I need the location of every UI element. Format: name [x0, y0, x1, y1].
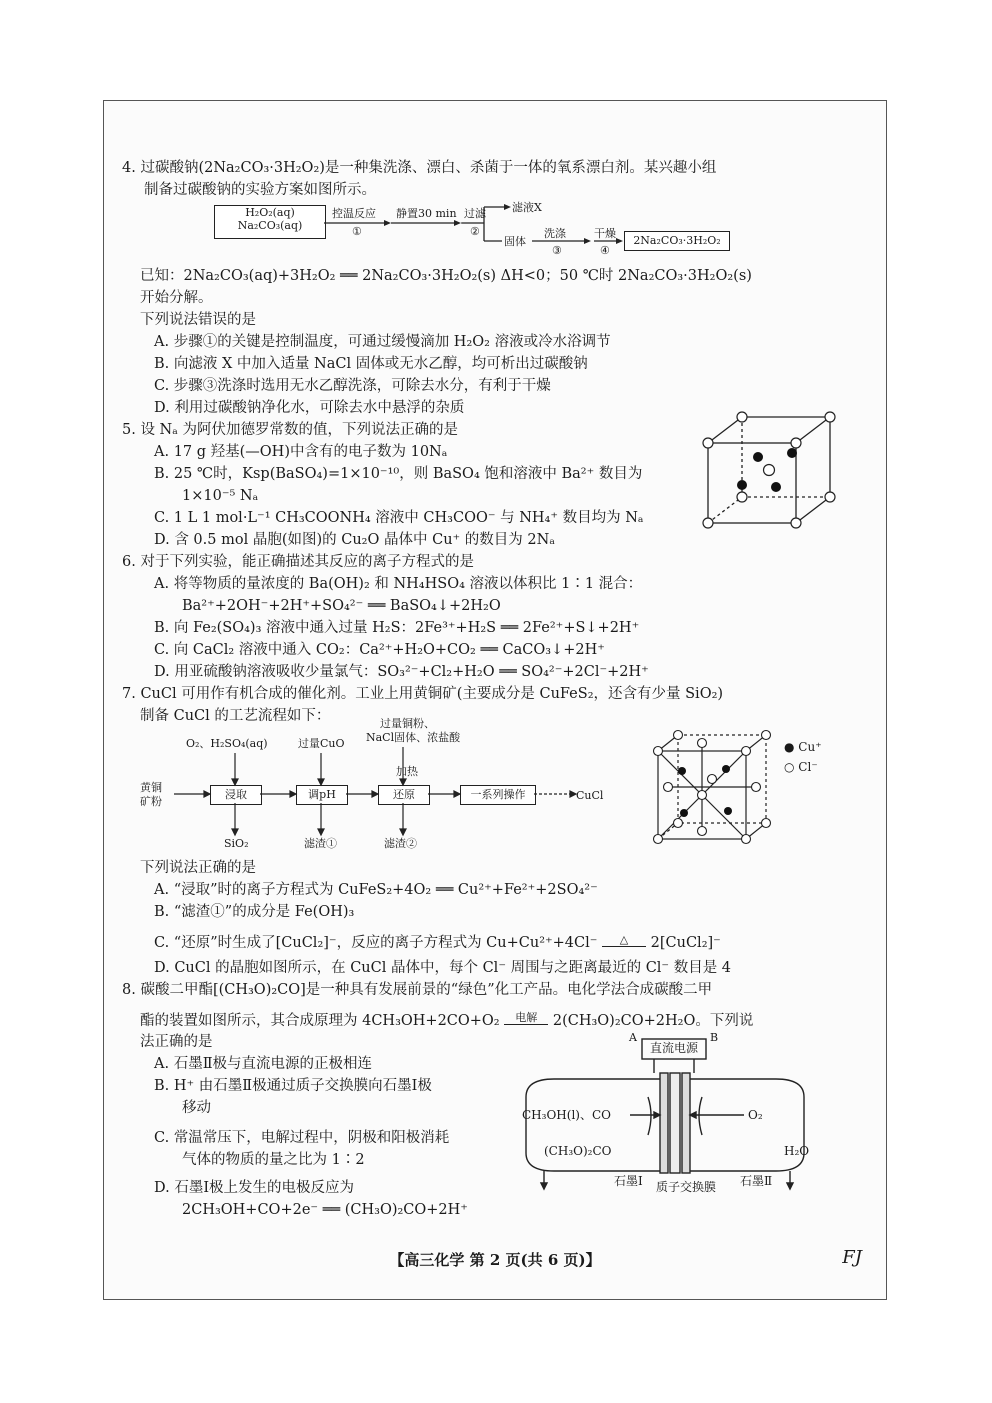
q7-raw-2: 矿粉: [140, 795, 162, 808]
cell-left-output: (CH₃O)₂CO: [544, 1144, 612, 1158]
q4-step1-num: ①: [352, 225, 362, 238]
q6-option-a-1: A. 将等物质的量浓度的 Ba(OH)₂ 和 NH₄HSO₄ 溶液以体积比 1∶1 混合：: [154, 576, 643, 592]
q4-wash-num: ③: [552, 244, 562, 257]
q8-electrolysis-arrow: [504, 1011, 548, 1025]
legend-cu: ● Cu⁺: [784, 740, 822, 754]
page-footer: 【高三化学 第 2 页(共 6 页)】: [389, 1251, 601, 1269]
q8-stem-line1: 8. 碳酸二甲酯[(CH₃O)₂CO]是一种具有发展前景的“绿色”化工产品。电化学法合成碳酸二甲: [122, 982, 713, 998]
cucl-unit-cell-diagram: [652, 729, 772, 849]
exam-page: [103, 100, 887, 1300]
q7-option-a: A. “浸取”时的离子方程式为 CuFeS₂+4O₂ ══ Cu²⁺+Fe²⁺+2SO₄²⁻: [154, 882, 598, 898]
q7-input-3a: 过量铜粉、: [380, 717, 435, 730]
q7-input-1: O₂、H₂SO₄(aq): [186, 737, 268, 750]
q8-electrolysis-label: 电解: [515, 1011, 538, 1024]
q4-step1-label: 控温反应: [332, 207, 376, 220]
q8-option-d-1: D. 石墨Ⅰ极上发生的电极反应为: [154, 1180, 355, 1196]
q8-option-d-2: 2CH₃OH+CO+2e⁻ ══ (CH₃O)₂CO+2H⁺: [182, 1202, 468, 1218]
q8-option-a: A. 石墨Ⅱ极与直流电源的正极相连: [154, 1056, 373, 1072]
q8-stem-line3: 法正确的是: [140, 1034, 213, 1050]
q7-option-c-condition: △: [619, 933, 629, 946]
q4-stem-line2: 制备过碳酸钠的实验方案如图所示。: [144, 182, 376, 198]
electrode-1-label: 石墨Ⅰ: [614, 1174, 643, 1188]
q4-step3-label: 过滤: [464, 207, 486, 220]
q8-option-b-1: B. H⁺ 由石墨Ⅱ极通过质子交换膜向石墨Ⅰ极: [154, 1078, 432, 1094]
q4-known-1: 已知：2Na₂CO₃(aq)+3H₂O₂ ══ 2Na₂CO₃·3H₂O₂(s) ΔH<0；50 ℃时 2Na₂CO₃·3H₂O₂(s): [140, 268, 752, 284]
q4-stem-line1: 4. 过碳酸钠(2Na₂CO₃·3H₂O₂)是一种集洗涤、漂白、杀菌于一体的氧系漂白剂。某兴趣小组: [122, 160, 717, 176]
q5-option-c: C. 1 L 1 mol·L⁻¹ CH₃COONH₄ 溶液中 CH₃COO⁻ 与 NH₄⁺ 数目均为 Nₐ: [154, 510, 644, 526]
q4-option-d: D. 利用过碳酸钠净化水，可除去水中悬浮的杂质: [154, 400, 465, 416]
q6-option-b: B. 向 Fe₂(SO₄)₃ 溶液中通入过量 H₂S：2Fe³⁺+H₂S ══ 2Fe²⁺+S↓+2H⁺: [154, 620, 640, 636]
q8-option-b-2: 移动: [182, 1100, 211, 1116]
q4-option-b: B. 向滤液 X 中加入适量 NaCl 固体或无水乙醇，均可析出过碳酸钠: [154, 356, 588, 372]
q4-known-2: 开始分解。: [140, 290, 213, 306]
q7-step-series: 一系列操作: [460, 785, 536, 805]
q8-stem-line2: [140, 1011, 753, 1030]
q4-step3-num: ②: [470, 225, 480, 238]
membrane-label: 质子交换膜: [656, 1180, 717, 1194]
q7-waste-1: SiO₂: [224, 837, 249, 850]
q4-solid: 固体: [504, 235, 526, 248]
q4-reagent-1: H₂O₂(aq): [245, 206, 295, 219]
q7-option-c: [154, 933, 721, 952]
dc-power-label: 直流电源: [649, 1041, 698, 1055]
terminal-a: A: [629, 1031, 637, 1044]
q6-option-c: C. 向 CaCl₂ 溶液中通入 CO₂：Ca²⁺+H₂O+CO₂ ══ CaCO₃↓+2H⁺: [154, 642, 605, 658]
cell-left-input: CH₃OH(l)、CO: [522, 1108, 611, 1122]
q7-option-c-pre: C. “还原”时生成了[CuCl₂]⁻，反应的离子方程式为 Cu+Cu²⁺+4Cl⁻: [154, 935, 598, 951]
q5-option-b-1: B. 25 ℃时，Ksp(BaSO₄)=1×10⁻¹⁰，则 BaSO₄ 饱和溶液中 Ba²⁺ 数目为: [154, 466, 643, 482]
q4-wash-label: 洗涤: [544, 227, 566, 240]
q6-option-a-2: Ba²⁺+2OH⁻+2H⁺+SO₄²⁻ ══ BaSO₄↓+2H₂O: [182, 598, 501, 614]
q5-option-b-2: 1×10⁻⁵ Nₐ: [182, 488, 259, 504]
q7-option-c-post: 2[CuCl₂]⁻: [650, 935, 721, 951]
q7-output: CuCl: [576, 789, 604, 802]
q7-waste-3: 滤渣②: [384, 837, 417, 850]
q7-option-c-arrow: [602, 933, 646, 947]
q6-stem: 6. 对于下列实验，能正确描述其反应的离子方程式的是: [122, 554, 474, 570]
electrode-2-label: 石墨Ⅱ: [740, 1174, 773, 1188]
q8-stem-line2-pre: 酯的装置如图所示，其合成原理为 4CH₃OH+2CO+O₂: [140, 1013, 500, 1029]
q7-step-ph: 调pH: [296, 785, 348, 805]
q7-step-leach: 浸取: [210, 785, 262, 805]
q7-stem-line1: 7. CuCl 可用作有机合成的催化剂。工业上用黄铜矿(主要成分是 CuFeS₂，还含有少量 SiO₂): [122, 686, 724, 702]
q4-product-box: 2Na₂CO₃·3H₂O₂: [624, 231, 730, 251]
q6-option-d: D. 用亚硫酸钠溶液吸收少量氯气：SO₃²⁻+Cl₂+H₂O ══ SO₄²⁻+2Cl⁻+2H⁺: [154, 664, 649, 680]
q7-waste-2: 滤渣①: [304, 837, 337, 850]
q4-step2-label: 静置30 min: [396, 207, 457, 220]
q7-raw-1: 黄铜: [140, 781, 162, 794]
q7-option-b: B. “滤渣①”的成分是 Fe(OH)₃: [154, 904, 355, 920]
legend-cu-label: Cu⁺: [798, 740, 822, 754]
q7-option-d: D. CuCl 的晶胞如图所示，在 CuCl 晶体中，每个 Cl⁻ 周围与之距离最近的 Cl⁻ 数目是 4: [154, 960, 732, 976]
q4-reagent-2: Na₂CO₃(aq): [237, 219, 303, 232]
q7-heat-label: 加热: [396, 765, 418, 778]
q4-dry-num: ④: [600, 244, 610, 257]
q7-stem-line2: 制备 CuCl 的工艺流程如下：: [140, 708, 331, 724]
q8-option-c-1: C. 常温常压下，电解过程中，阴极和阳极消耗: [154, 1130, 450, 1146]
terminal-b: B: [710, 1031, 719, 1044]
q8-option-c-2: 气体的物质的量之比为 1∶2: [182, 1152, 365, 1168]
q7-ask: 下列说法正确的是: [140, 860, 256, 876]
legend-cl: ○ Cl⁻: [784, 760, 818, 774]
q5-option-d: D. 含 0.5 mol 晶胞(如图)的 Cu₂O 晶体中 Cu⁺ 的数目为 2Nₐ: [154, 532, 555, 548]
cell-right-input: O₂: [748, 1108, 763, 1122]
q5-option-a: A. 17 g 羟基(—OH)中含有的电子数为 10Nₐ: [154, 444, 448, 460]
q7-input-2: 过量CuO: [298, 737, 345, 750]
edition-mark: FJ: [842, 1247, 862, 1268]
q4-filtrate: 滤液X: [512, 201, 542, 214]
q4-option-a: A. 步骤①的关键是控制温度，可通过缓慢滴加 H₂O₂ 溶液或冷水浴调节: [154, 334, 611, 350]
q7-input-3b: NaCl固体、浓盐酸: [366, 731, 461, 744]
q4-option-c: C. 步骤③洗涤时选用无水乙醇洗涤，可除去水分，有利于干燥: [154, 378, 551, 394]
q7-step-reduce: 还原: [378, 785, 430, 805]
q5-stem: 5. 设 Nₐ 为阿伏加德罗常数的值，下列说法正确的是: [122, 422, 458, 438]
q4-ask: 下列说法错误的是: [140, 312, 256, 328]
q8-stem-line2-post: 2(CH₃O)₂CO+2H₂O。下列说: [552, 1013, 754, 1029]
q4-dry-label: 干燥: [594, 227, 616, 240]
legend-cl-label: Cl⁻: [798, 760, 818, 774]
cell-right-output: H₂O: [784, 1144, 810, 1158]
